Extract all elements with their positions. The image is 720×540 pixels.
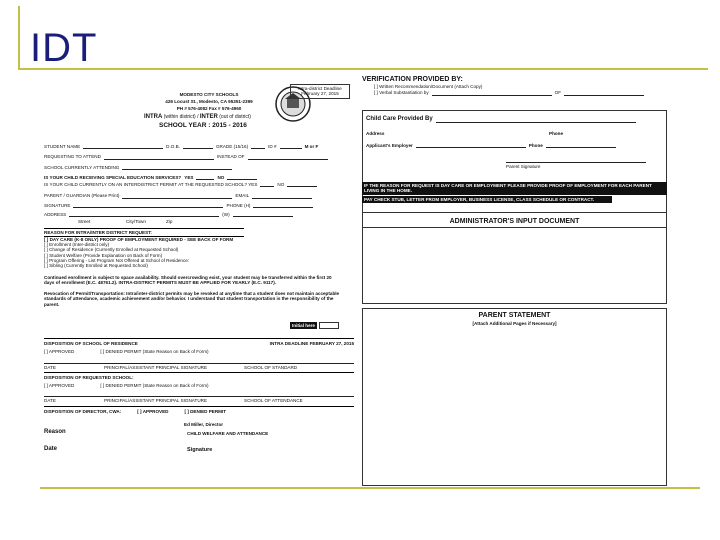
residence-school: SCHOOL OF STANDARD	[244, 364, 298, 370]
gender-label: M or F	[304, 144, 319, 149]
verification-title: VERIFICATION PROVIDED BY:	[362, 76, 463, 83]
director-denied: [ ] DENIED PERMIT	[184, 408, 227, 414]
childcare-title: Child Care Provided By	[366, 116, 433, 122]
requested-date: DATE	[44, 398, 56, 404]
requested-school: SCHOOL OF ATTENDANCE	[244, 398, 303, 404]
dob-label: D.O.B.	[166, 144, 180, 149]
special-ed-yes: YES	[184, 174, 194, 180]
accent-vertical-line	[18, 6, 20, 68]
student-name-label: STUDENT NAME	[44, 144, 81, 149]
childcare-address: Address	[366, 130, 385, 136]
reason-enrollment: [ ] Enrollment (Inter-district only)	[44, 242, 110, 248]
parent-signature: Parent Signature	[506, 162, 646, 169]
currently-attending-label: SCHOOL CURRENTLY ATTENDING	[44, 164, 120, 170]
daycare-notice: IF THE REASON FOR REQUEST IS DAY CARE OR EMPLOYMENT PLEASE PROVIDE PROOF OF EMPLOYMENT FOR EACH PARENT LIVING IN THE HOME.	[362, 182, 667, 195]
director-name: Ed Miller, Director	[184, 421, 224, 427]
zip-label: Zip	[166, 219, 173, 225]
paycheck-notice: PAY CHECK STUB, LETTER FROM EMPLOYER, BUSINESS LICENSE, CLASS SCHEDULE OR CONTRACT.	[362, 196, 612, 203]
requested-denied: [ ] DENIED PERMIT (State Reason on Back of Form)	[100, 383, 209, 389]
reason-welfare: [ ] Student Welfare (Provide Explanation on Back of Form)	[44, 252, 163, 258]
revocation-notice: Revocation of Permit/Transportation: Intra/inter-district permits may be revoked at anytime that a student does not maintain acceptable standards of attendance, academic achievement and/or behavior. I understand that student transportation is the responsibility of the parent.	[44, 291, 340, 307]
slide-title: IDT	[30, 26, 98, 70]
childcare-phone: Phone	[549, 130, 564, 136]
verbal-substantiation: [ ] Verbal Substantiation by	[374, 90, 429, 96]
reason-title: REASON FOR INTRA/INTER DISTRICT REQUEST:	[44, 228, 244, 237]
parent-guardian-label: PARENT / GUARDIAN (Please Print)	[44, 193, 120, 199]
special-ed-no: NO	[217, 174, 225, 180]
interdistrict-question: IS YOUR CHILD CURRENTLY ON AN INTERDISTRICT PERMIT AT THE REQUESTED SCHOOL? YES	[44, 182, 258, 188]
accent-horizontal-line	[18, 68, 708, 70]
written-rec: [ ] Written Recommendation/Document (Attach Copy)	[374, 84, 483, 90]
inter-note: (out of district)	[219, 114, 251, 120]
school-name: MODESTO CITY SCHOOLS	[179, 92, 239, 97]
admin-title: ADMINISTRATOR'S INPUT DOCUMENT	[449, 218, 580, 225]
special-ed-question: IS YOUR CHILD RECEIVING SPECIAL EDUCATION SERVICES?	[44, 174, 182, 180]
deadline-box: Intra-district Deadline February 27, 2015	[290, 84, 350, 99]
parent-statement-title: PARENT STATEMENT	[478, 312, 551, 319]
phone-w-label: (W)	[222, 211, 230, 217]
reason-label: Reason	[44, 429, 66, 436]
requesting-label: REQUESTING TO ATTEND	[44, 154, 101, 160]
initial-here-label: Initial here	[292, 323, 315, 328]
id-label: ID #	[268, 144, 277, 149]
residence-principal-sig: PRINCIPAL/ASSISTANT PRINCIPAL SIGNATURE	[104, 364, 208, 370]
grade-label: GRADE (15/16)	[215, 144, 249, 149]
address-label: ADDRESS	[44, 211, 67, 217]
residence-approved: [ ] APPROVED	[44, 349, 75, 355]
instead-of-label: INSTEAD OF	[216, 154, 245, 160]
intra-label: INTRA	[144, 114, 163, 120]
disposition-residence: DISPOSITION OF SCHOOL OF RESIDENCE	[44, 341, 138, 346]
reason-residence: [ ] Change of Residence (Currently Enrolled at Requested School)	[44, 247, 179, 253]
employer-phone: Phone	[528, 143, 543, 149]
reason-program: [ ] Program Offering - List Program Not Offered at School of Residence:	[44, 257, 190, 263]
director-approved: [ ] APPROVED	[137, 408, 169, 414]
cwa-label: CHILD WELFARE AND ATTENDANCE	[187, 430, 269, 436]
signature-bottom-label: Signature	[187, 446, 213, 453]
interdistrict-no: NO	[277, 182, 285, 188]
residence-date: DATE	[44, 364, 56, 370]
initial-box[interactable]	[319, 322, 339, 329]
reason-sibling: [ ] Sibling (Currently Enrolled at Requested School)	[44, 263, 148, 269]
intra-inter-line: INTRA (within district) / INTER (out of district)	[144, 114, 251, 120]
phone-h-label: PHONE (H)	[226, 202, 251, 208]
parent-statement-box	[362, 308, 667, 486]
intra-deadline: INTRA DEADLINE FEBRUARY 27, 2015	[269, 341, 354, 346]
form-back-page	[362, 76, 674, 486]
residence-denied: [ ] DENIED PERMIT (State Reason on Back of Form)	[100, 349, 209, 355]
intra-note: (within district)	[163, 114, 196, 120]
requested-principal-sig: PRINCIPAL/ASSISTANT PRINCIPAL SIGNATURE	[104, 398, 208, 404]
attach-pages-note: [Attach Additional Pages if Necessary]	[472, 321, 557, 326]
verbal-of: OF	[554, 90, 562, 96]
employer-label: Applicant's Employer	[366, 143, 413, 149]
form-front-page	[44, 76, 356, 484]
continued-enrollment-notice: Continued enrollment is subject to space availability. Should overcrowding exist, your student may be transferred within the first 20 days of enrollment (E.C. 48761.2). INTRA-DISTRICT PERMITS MUST BE APPLIED FOR YEARLY (E.C. 9117).	[44, 274, 332, 285]
date-label: Date	[44, 446, 58, 453]
disposition-requested: DISPOSITION OF REQUESTED SCHOOL:	[44, 374, 134, 380]
disposition-director: DISPOSITION OF DIRECTOR, CWA:	[44, 408, 122, 414]
school-year: SCHOOL YEAR : 2015 - 2016	[159, 122, 247, 129]
street-label: Street	[78, 219, 91, 225]
inter-label: INTER	[199, 114, 218, 120]
requested-approved: [ ] APPROVED	[44, 383, 75, 389]
accent-bottom-line	[40, 487, 700, 489]
city-label: City/Town	[126, 219, 146, 225]
email-label: EMAIL	[235, 193, 250, 199]
school-address: 426 Locust St., Modesto, CA 95351-2399	[165, 99, 253, 104]
school-phone: PH # 576-4082 Fax # 576-4960	[176, 106, 242, 111]
signature-label: SIGNATURE	[44, 202, 71, 208]
reason-daycare: [ ] DAY CARE (K-8 ONLY) PROOF OF EMPLOYMENT REQUIRED - SEE BACK OF FORM	[44, 236, 234, 242]
